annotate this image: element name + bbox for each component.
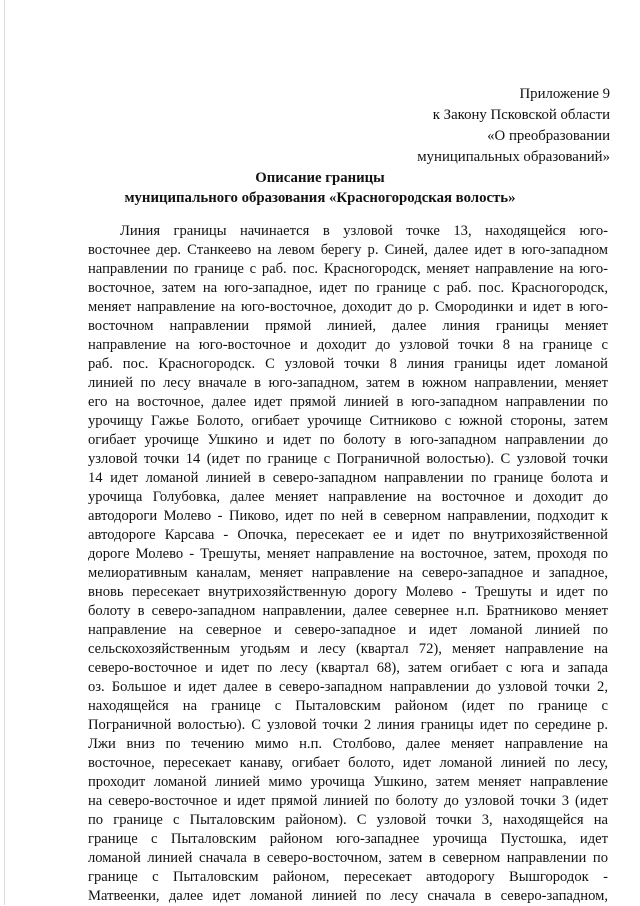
body-line: по границе с Пыталовским районом). С узловой точки 3, находящейся на — [88, 812, 608, 828]
body-line: восточном направлении прямой линией, далее линия границы меняет — [88, 318, 608, 334]
body-line: восточное, пересекает канаву, огибает болото, идет ломаной линией по лесу, — [88, 755, 608, 771]
body-line: автодороги Молево - Пиково, идет по ней в северном направлении, подходит к — [88, 508, 608, 524]
body-line: вновь пересекает внутрихозяйственную дорогу Молево - Трешуты и идет по — [88, 584, 608, 600]
body-line: ломаной линией сначала в северо-восточном, затем в северном направлении по — [88, 850, 608, 866]
body-line: Лжи вниз по течению мимо н.п. Столбово, далее меняет направление на — [88, 736, 608, 752]
body-line: направление на северное и северо-западное и идет ломаной линией по — [88, 622, 608, 638]
body-line: Линия границы начинается в узловой точке 13, находящейся юго- — [120, 223, 608, 239]
appendix-line: «О преобразовании — [487, 128, 610, 144]
body-line: на северо-восточное и идет прямой линией по болоту до узловой точки 3 (идет — [88, 793, 608, 809]
body-paragraph — [88, 222, 608, 906]
body-line: направление на юго-восточное и доходит до узловой точки 8 на границе с — [88, 337, 608, 353]
appendix-line: муниципальных образований» — [417, 149, 610, 165]
body-line: 14 идет ломаной линией в северо-западном направлении по границе болота и — [88, 470, 608, 486]
body-line: узловой точки 14 (идет по границе с Пограничной волостью). С узловой точки — [88, 451, 608, 467]
body-line: восточнее дер. Станкеево на левом берегу р. Синей, далее идет в юго-западном — [88, 242, 608, 258]
body-line: направлении по границе с раб. пос. Красногородск, меняет направление на юго- — [88, 261, 608, 277]
body-line: Пограничной волостью). С узловой точки 2 линия границы идет по середине р. — [88, 717, 608, 733]
document-title — [0, 168, 640, 208]
body-line: урочищу Гажье Болото, огибает урочище Ситниково с южной стороны, затем — [88, 413, 608, 429]
body-line: болоту в северо-западном направлении, далее севернее н.п. Братниково меняет — [88, 603, 608, 619]
body-line: автодороге Карсава - Опочка, пересекает ее и идет по внутрихозяйственной — [88, 527, 608, 543]
appendix-line: к Закону Псковской области — [432, 107, 610, 123]
body-line: его на восточное, далее идет прямой линией в юго-западном направлении по — [88, 394, 608, 410]
body-line: линией по лесу вначале в юго-западном, затем в южном направлении, меняет — [88, 375, 608, 391]
body-line: Матвеенки, далее идет ломаной линией по лесу сначала в северо-западном, — [88, 888, 608, 904]
scan-edge-line — [4, 0, 5, 905]
title-line: Описание границы — [255, 170, 385, 186]
body-line: границе с Пыталовским районом, пересекает автодорогу Вышгородок - — [88, 869, 608, 885]
body-line: сельскохозяйственным угодьям и лесу (квартал 72), меняет направление на — [88, 641, 608, 657]
body-line: урочища Голубовка, далее меняет направление на восточное и доходит до — [88, 489, 608, 505]
body-line: огибает урочище Ушкино и идет по болоту в юго-западном направлении до — [88, 432, 608, 448]
body-line: мелиоративным каналам, меняет направление на северо-западное и западное, — [88, 565, 608, 581]
body-line: дороге Молево - Трешуты, меняет направление на восточное, затем, проходя по — [88, 546, 608, 562]
body-line: восточное, затем на юго-западное, идет по границе с раб. пос. Красногородск, — [88, 280, 608, 296]
appendix-line: Приложение 9 — [519, 86, 610, 102]
body-line: меняет направление на юго-восточное, доходит до р. Смородинки и идет в юго- — [88, 299, 608, 315]
appendix-reference — [417, 84, 610, 168]
body-line: находящейся на границе с Пыталовским районом (идет по границе с — [88, 698, 608, 714]
body-line: раб. пос. Красногородск. С узловой точки 8 линия границы идет ломаной — [88, 356, 608, 372]
body-line: северо-восточное и идет по лесу (квартал 68), затем огибает с юга и запада — [88, 660, 608, 676]
title-line: муниципального образования «Красногородская волость» — [124, 190, 516, 206]
body-line: оз. Большое и идет далее в северо-западном направлении до узловой точки 2, — [88, 679, 608, 695]
body-line: проходит ломаной линией мимо урочища Ушкино, затем меняет направление — [88, 774, 608, 790]
body-line: границе с Пыталовским районом юго-западнее урочища Пустошка, идет — [88, 831, 608, 847]
